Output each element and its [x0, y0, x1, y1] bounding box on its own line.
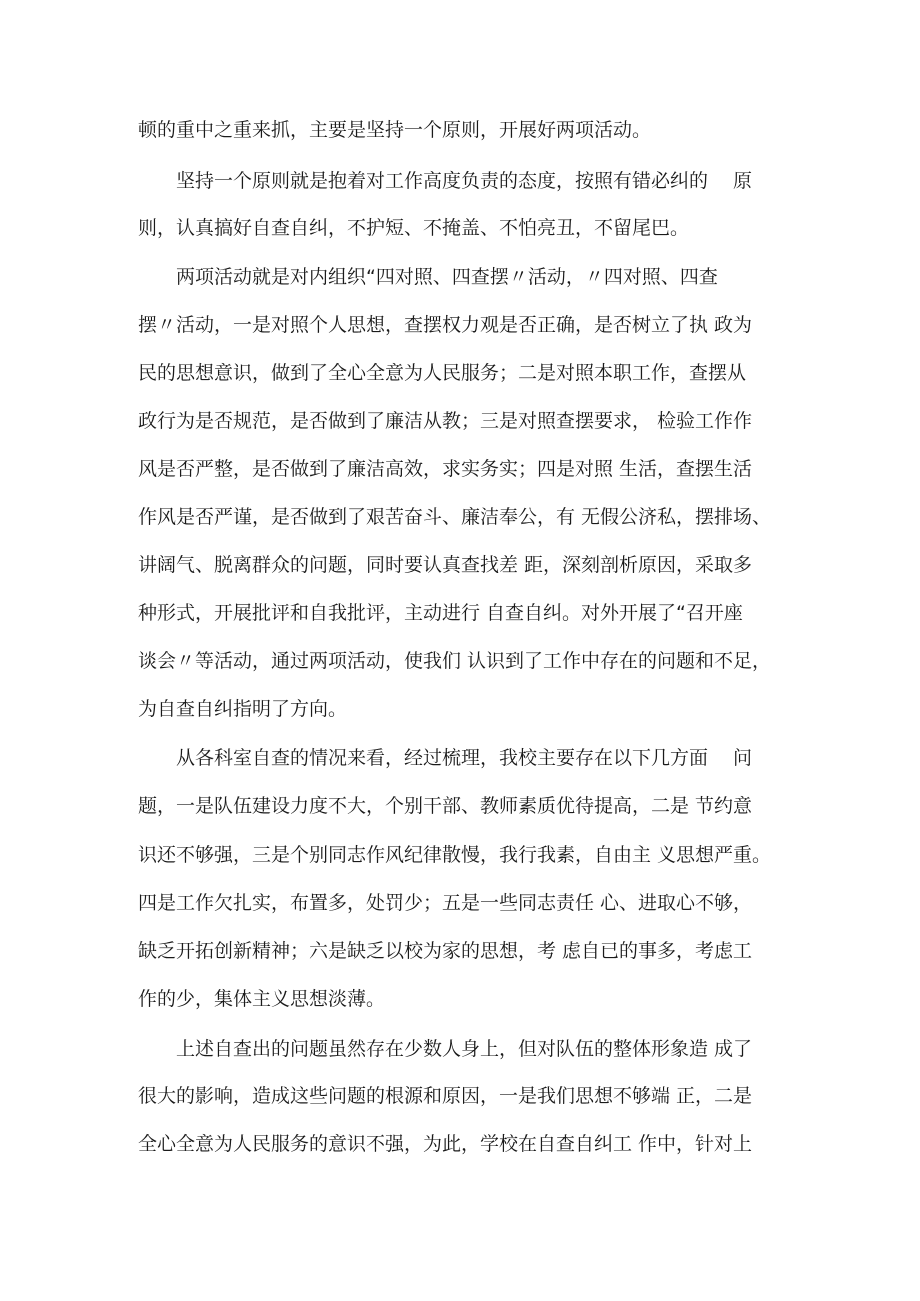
- text-line: 顿的重中之重来抓，主要是坚持一个原则，开展好两项活动。: [138, 119, 652, 141]
- text-line: 全心全意为人民服务的意识不强，为此，学校在自查自纠工 作中，针对上: [138, 1133, 753, 1155]
- text-line: 讲阔气、脱离群众的问题，同时要认真查找差 距，深刻剖析原因，采取多: [138, 554, 753, 576]
- text-line: 摆〃活动，一是对照个人思想，查摆权力观是否正确，是否树立了执 政为: [138, 314, 753, 336]
- text-line: 作的少，集体主义思想淡薄。: [138, 988, 386, 1010]
- text-line: 四是工作欠扎实，布置多，处罚少；五是一些同志责任 心、进取心不够，: [138, 892, 753, 914]
- text-line: 从各科室自查的情况来看，经过梳理，我校主要存在以下几方面 问: [138, 747, 753, 769]
- text-line: 缺乏开拓创新精神；六是缺乏以校为家的思想，考 虑自已的事多，考虑工: [138, 940, 753, 962]
- text-line: 则，认真搞好自查自纠，不护短、不掩盖、不怕亮丑，不留尾巴。: [138, 217, 690, 239]
- text-line: 上述自查出的问题虽然存在少数人身上，但对队伍的整体形象造 成了: [138, 1038, 753, 1060]
- text-line: 政行为是否规范，是否做到了廉洁从教；三是对照查摆要求， 检验工作作: [138, 410, 753, 432]
- text-line: 风是否严整，是否做到了廉洁高效，求实务实；四是对照 生活，查摆生活: [138, 458, 753, 480]
- text-line: 两项活动就是对内组织“四对照、四查摆〃活动，〃四对照、四查: [138, 266, 718, 288]
- text-line: 种形式，开展批评和自我批评，主动进行 自查自纠。对外开展了“召开座: [138, 602, 743, 624]
- text-line: 坚持一个原则就是抱着对工作高度负责的态度，按照有错必纠的 原: [138, 170, 753, 192]
- text-line: 谈会〃等活动，通过两项活动，使我们 认识到了工作中存在的问题和不足，: [138, 650, 772, 672]
- text-line: 识还不够强，三是个别同志作风纪律散慢，我行我素，自由主 义思想严重。: [138, 844, 772, 866]
- text-line: 很大的影响，造成这些问题的根源和原因，一是我们思想不够端 正，二是: [138, 1085, 753, 1107]
- text-line: 为自查自纠指明了方向。: [138, 698, 348, 720]
- text-line: 题，一是队伍建设力度不大，个别干部、教师素质优待提高，二是 节约意: [138, 795, 753, 817]
- text-line: 民的思想意识，做到了全心全意为人民服务；二是对照本职工作，查摆从: [138, 362, 747, 384]
- text-line: 作风是否严谨，是否做到了艰苦奋斗、廉洁奉公，有 无假公济私，摆排场、: [138, 506, 772, 528]
